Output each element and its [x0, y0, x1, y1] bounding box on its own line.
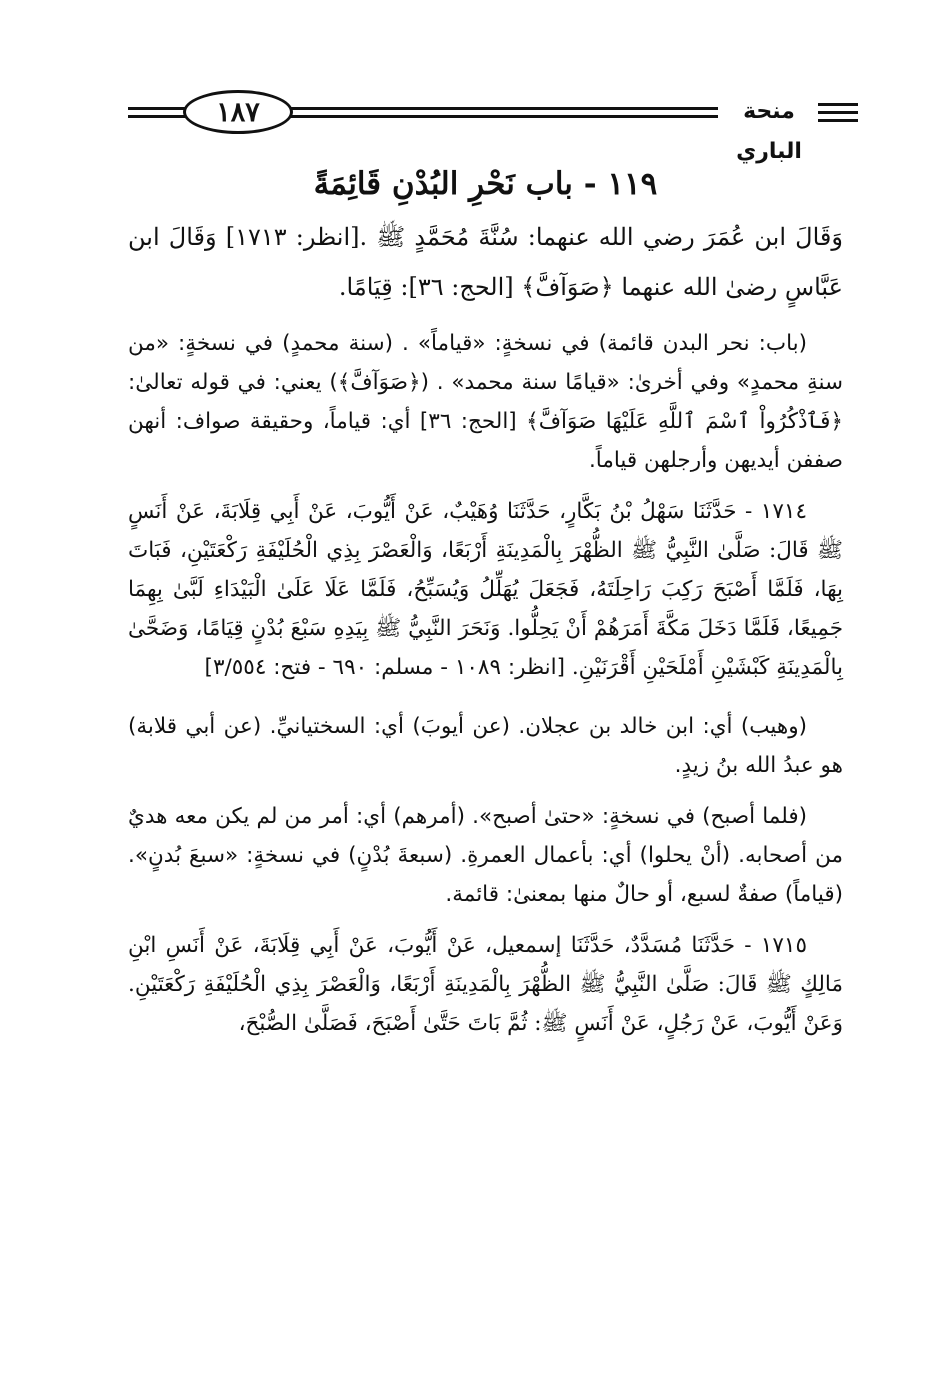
hadith-1715: ١٧١٥ - حَدَّثَنَا مُسَدَّدٌ، حَدَّثَنَا إسمعيل، عَنْ أَيُّوبَ، عَنْ أَبِي قِلَابَةَ، عَنْ أَنَسِ ابْنِ مَالِكٍ ﷺ قَالَ: صَلَّىٰ النَّبِيُّ ﷺ الظُّهْرَ بِالْمَدِينَةِ أَرْبَعًا، وَالْعَصْرَ بِذِي الْحُلَيْفَةِ رَكْعَتَيْنِ. وَعَنْ أَيُّوبَ، عَنْ رَجُلٍ، عَنْ أَنَسٍ ﷺ: ثُمَّ بَاتَ حَتَّىٰ أَصْبَحَ، فَصَلَّىٰ الصُّبْحَ، [128, 933, 843, 1036]
header-rule [818, 103, 858, 106]
commentary-paragraph: (وهيب) أي: ابن خالد بن عجلان. (عن أيوبَ) أي: السختيانيِّ. (عن أبي قلابة) هو عبدُ الله بنُ زيدٍ. [128, 714, 843, 778]
commentary-paragraph: (فلما أصبح) في نسخةٍ: «حتىٰ أصبح». (أمرهم) أي: أمر من لم يكن معه هديٌ من أصحابه. (أنْ يحلوا) أي: بأعمال العمرةِ. (سبعةَ بُدْنٍ) في نسخةٍ: «سبعَ بُدنٍ». (قياماً) صفةٌ لسبع، أو حالٌ منها بمعنىٰ: قائمة. [128, 804, 843, 907]
page-header [128, 86, 858, 164]
header-rule [128, 107, 188, 110]
header-rule [818, 119, 858, 122]
header-rule [818, 111, 858, 114]
chapter-quote: وَقَالَ ابن عُمَرَ رضي الله عنهما: سُنَّةَ مُحَمَّدٍ ﷺ .[انظر: ١٧١٣] وَقَالَ ابن عَبَّاسٍ رضىٰ الله عنهما ﴿صَوَآفَّ﴾ [الحج: ٣٦]: قِيَامًا. [128, 223, 843, 301]
hadith-reference: [انظر: ١٠٨٩ - مسلم: ٦٩٠ - فتح: ٣/٥٥٤] [204, 655, 565, 680]
running-title: منحة الباري [736, 99, 802, 164]
page-body [128, 160, 843, 1043]
page-number: ١٨٧ [183, 90, 293, 134]
header-rule [288, 115, 718, 118]
commentary-paragraph: (باب: نحر البدن قائمة) في نسخةٍ: «قياماً» . (سنة محمدٍ) في نسخةٍ: «من سنةِ محمدٍ» وفي أخرىٰ: «قيامًا سنة محمد» . (﴿صَوَآفَّ﴾) يعني: في قوله تعالىٰ: ﴿فَٱذْكُرُواْ ٱسْمَ ٱللَّهِ عَلَيْهَا صَوَآفَّ﴾ [الحج: ٣٦] أي: قياماً، وحقيقة صواف: أنهن صففن أيديهن وأرجلهن قياماً. [128, 331, 844, 473]
chapter-title: ١١٩ - باب نَحْرِ البُدْنِ قَائِمَةً [313, 166, 658, 202]
header-rule [128, 115, 188, 118]
hadith-1714 [128, 492, 843, 687]
header-rule [288, 107, 718, 110]
hadith-text: ١٧١٤ - حَدَّثَنَا سَهْلُ بْنُ بَكَّارٍ، حَدَّثَنَا وُهَيْبٌ، عَنْ أَيُّوبَ، عَنْ أَبِي قِلَابَةَ، عَنْ أَنَسٍ ﷺ قَالَ: صَلَّىٰ النَّبِيُّ ﷺ الظُّهْرَ بِالْمَدِينَةِ أَرْبَعًا، وَالْعَصْرَ بِذِي الْحُلَيْفَةِ رَكْعَتَيْنِ، فَبَاتَ بِهَا، فَلَمَّا أَصْبَحَ رَكِبَ رَاحِلَتَهُ، فَجَعَلَ يُهَلِّلُ وَيُسَبِّحُ، فَلَمَّا عَلَا عَلَىٰ الْبَيْدَاءِ لَبَّىٰ بِهِمَا جَمِيعًا، فَلَمَّا دَخَلَ مَكَّةَ أَمَرَهُمْ أَنْ يَحِلُّوا. وَنَحَرَ النَّبِيُّ ﷺ بِيَدِهِ سَبْعَ بُدْنٍ قِيَامًا، وَضَحَّىٰ بِالْمَدِينَةِ كَبْشَيْنِ أَمْلَحَيْنِ أَقْرَنَيْنِ. [128, 499, 843, 680]
